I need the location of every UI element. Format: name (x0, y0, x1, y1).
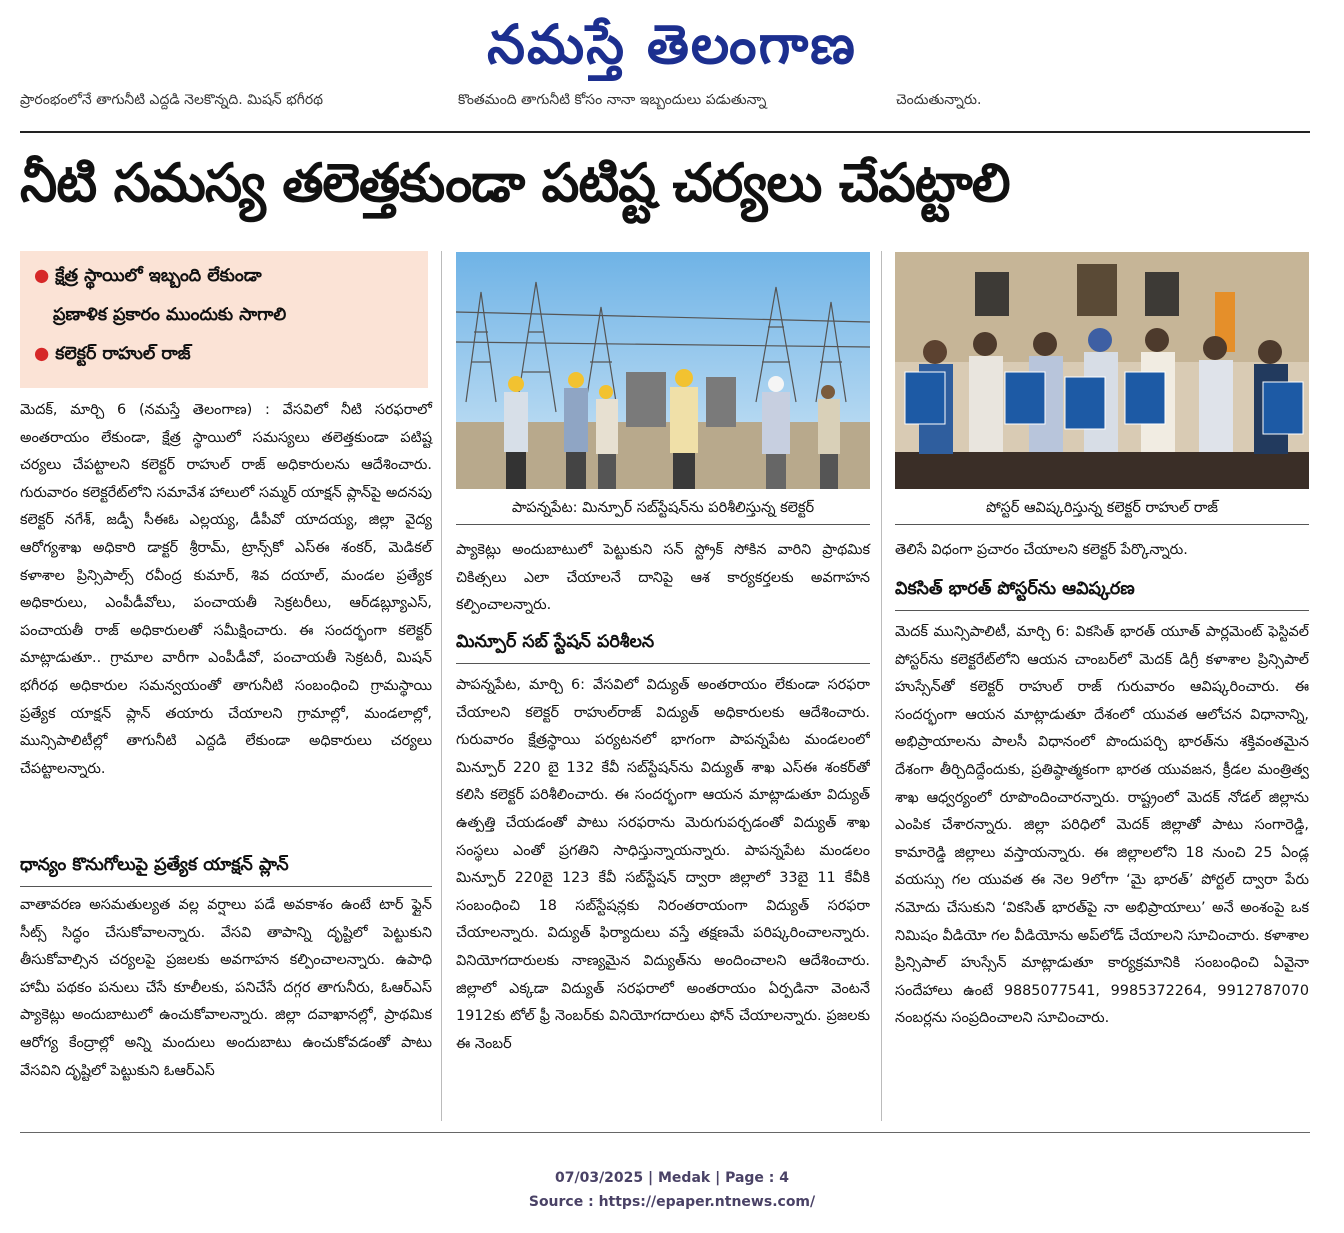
section-subhead: ధాన్యం కొనుగోలుపై ప్రత్యేక యాక్షన్ ప్లాన్ (20, 855, 289, 875)
photo-caption: పోస్టర్ ఆవిష్కరిస్తున్న కలెక్టర్ రాహుల్ రాజ్ (985, 500, 1219, 516)
highlight-text: క్షేత్ర స్థాయిలో ఇబ్బంది లేకుండా (55, 266, 262, 286)
article-paragraph: వాతావరణ అసమతుల్యత వల్ల వర్షాలు పడే అవకాశం ఉంటే టార్ ఫ్లైన్ సీట్స్ సిద్ధం చేసుకోవాలన్నారు. వేసవి తాపాన్ని దృష్టిలో పెట్టుకుని తీసుకోవాల్సిన చర్యలపై ప్రజలకు అవగాహన కల్పించాలన్నారు. ఉపాధి హామీ పథకం పనులు చేసే కూలీలకు, పనిచేసే దగ్గర తాగునీరు, ఓఆర్ఎస్ ప్యాకెట్లు అందుబాటులో ఉంచుకోవాలన్నారు. జిల్లా దవాఖానల్లో, ప్రాథమిక ఆరోగ్య కేంద్రాల్లో అన్ని మందులు అందుబాటు ఉంచుకోవడంతో పాటు వేసవిని దృష్టిలో పెట్టుకుని ఓఆర్ఎస్ (20, 897, 432, 1079)
article-headline: నీటి సమస్య తలెత్తకుండా పటిష్ట చర్యలు చేపట్టాలి (20, 153, 1010, 214)
column-divider (881, 251, 882, 1121)
subhead-rule (20, 886, 432, 887)
caption-rule (456, 524, 870, 525)
subhead-rule (456, 663, 870, 664)
top-snippet-1: ప్రారంభంలోనే తాగునీటి ఎద్దడి నెలకొన్నది. మిషన్ భగీరథ (20, 92, 324, 108)
poster-launch-image (895, 252, 1309, 489)
highlights-box (20, 251, 428, 388)
bullet-icon: ● (34, 266, 50, 286)
newspaper-masthead: నమస్తే తెలంగాణ (487, 12, 857, 76)
substation-inspection-image (456, 252, 870, 489)
footer-source-link[interactable]: Source : https://epaper.ntnews.com/ (528, 1194, 816, 1210)
top-snippet-3: చెందుతున్నారు. (896, 92, 982, 108)
column-3-body (895, 537, 1309, 565)
article-paragraph: పాపన్నపేట, మార్చి 6: వేసవిలో విద్యుత్ అంతరాయం లేకుండా సరఫరా చేయాలని కలెక్టర్ రాహుల్‌రాజ్ విద్యుత్ అధికారులకు ఆదేశించారు. గురువారం క్షేత్రస్థాయి పర్యటనలో భాగంగా పాపన్నపేట మండలంలో మిన్పూర్ 220 బై 132 కేవీ సబ్‌స్టేషన్‌ను విద్యుత్ శాఖ ఎస్ఈ శంకర్‌తో కలిసి కలెక్టర్ పరిశీలించారు. ఈ సందర్భంగా ఆయన మాట్లాడుతూ విద్యుత్ ఉత్పత్తి చేయడంతో పాటు సరఫరాను మెరుగుపర్చడంతో విద్యుత్ శాఖ సంస్థలు ఎంతో ప్రగతిని సాధిస్తున్నాయన్నారు. పాపన్నపేట మండలం మిన్పూర్ 220బై 123 కేవీ సబ్‌స్టేషన్ ద్వారా జిల్లాలో 33బై 11 కేవీకి సంబంధించి 18 సబ్‌స్టేషన్లకు నిరంతరాయంగా విద్యుత్ సరఫరా చేయాలన్నారు. విద్యుత్ ఫిర్యాదులు వస్తే తక్షణమే పరిష్కరించాలన్నారు. వినియోగదారులకు నాణ్యమైన విద్యుత్‌ను అందించాలని ఆదేశించారు. జిల్లాలో ఎక్కడా విద్యుత్ సరఫరాలో అంతరాయం ఏర్పడినా వెంటనే 1912కు టోల్ ఫ్రీ నెంబర్‌కు వినియోగదారులు ఫోన్ చేయాలన్నారు. ప్రజలకు ఈ నెంబర్ (456, 677, 870, 1052)
column-divider (441, 251, 442, 1121)
section-subhead: వికసిత్ భారత్ పోస్టర్‌ను ఆవిష్కరణ (895, 579, 1135, 599)
article-paragraph: ప్యాకెట్లు అందుబాటులో పెట్టుకుని సన్ స్ట్రోక్ సోకిన వారిని ప్రాథమిక చికిత్సలు ఎలా చేయాలనే దానిపై ఆశ కార్యకర్తలకు అవగాహన కల్పించాలన్నారు. (456, 542, 870, 614)
article-paragraph: మెదక్, మార్చి 6 (నమస్తే తెలంగాణ) : వేసవిలో నీటి సరఫరాలో అంతరాయం లేకుండా, క్షేత్ర స్థాయిలో సమస్యలు తలెత్తకుండా పటిష్ట చర్యలు చేపట్టాలని కలెక్టర్ రాహుల్ రాజ్ అధికారులను ఆదేశించారు. గురువారం కలెక్టరేట్‌లోని సమావేశ హాలులో సమ్మర్ యాక్షన్ ప్లాన్‌పై అదనపు కలెక్టర్ నగేశ్, జడ్పీ సీఈఓ ఎల్లయ్య, డీపీవో యాదయ్య, జిల్లా వైద్య ఆరోగ్యశాఖ అధికారి డాక్టర్ శ్రీరామ్, ట్రాన్స్‌కో ఎస్ఈ శంకర్, మెడికల్ కళాశాల ప్రిన్సిపాల్స్ రవీంద్ర కుమార్, శివ దయాల్, మండల ప్రత్యేక అధికారులు, ఎంపీడీవోలు, పంచాయతీ సెక్రటరీలు, ఆర్‌డబ్ల్యూఎస్, పంచాయతీ రాజ్ అధికారులతో సమీక్షించారు. ఈ సందర్భంగా కలెక్టర్ మాట్లాడుతూ.. గ్రామాల వారీగా ఎంపీడీవో, పంచాయతీ సెక్రటరీ, మిషన్ భగీరథ అధికారుల సమన్వయంతో తాగునీటి సంబంధించి గ్రామస్థాయి ప్రత్యేక యాక్షన్ ప్లాన్ తయారు చేయాలని గ్రామాల్లో, మండలాల్లో, మున్సిపాలిటీల్లో తాగునీటి ఎద్దడి లేకుండా అధికారులు చర్యలు చేపట్టాలన్నారు. (20, 402, 432, 777)
footer-date-edition: 07/03/2025 | Medak | Page : 4 (554, 1170, 790, 1186)
photo-caption: పాపన్నపేట: మిన్పూర్ సబ్‌స్టేషన్‌ను పరిశీలిస్తున్న కలెక్టర్ (511, 500, 815, 516)
page-bottom-rule (20, 1132, 1310, 1133)
top-snippet-2: కొంతమంది తాగునీటి కోసం నానా ఇబ్బందులు పడుతున్నా (458, 92, 767, 108)
substation-photo (456, 252, 870, 489)
poster-launch-photo (895, 252, 1309, 489)
section-subhead: మిన్పూర్ సబ్ స్టేషన్ పరిశీలన (456, 632, 655, 652)
article-paragraph: తెలిసే విధంగా ప్రచారం చేయాలని కలెక్టర్ పేర్కొన్నారు. (895, 542, 1188, 558)
highlight-item-continued: ప్రణాళిక ప్రకారం ముందుకు సాగాలి (53, 305, 287, 325)
highlight-item (20, 257, 428, 296)
bullet-icon: ● (34, 344, 50, 364)
column-2-body (456, 537, 870, 620)
column-2-body-2 (456, 672, 870, 1122)
headline-top-rule (20, 131, 1310, 133)
column-1-body-2 (20, 892, 432, 1122)
column-1-body (20, 397, 432, 783)
article-paragraph: మెదక్ మున్సిపాలిటీ, మార్చి 6: వికసిత్ భారత్ యూత్ పార్లమెంట్ ఫెస్టివల్ పోస్టర్‌ను కలెక్టరేట్‌లోని ఆయన చాంబర్‌లో మెదక్ డిగ్రీ కళాశాల ప్రిన్సిపాల్ హుస్సేన్‌తో కలెక్టర్ రాహుల్ రాజ్ గురువారం ఆవిష్కరించారు. ఈ సందర్భంగా ఆయన మాట్లాడుతూ దేశంలో యువత ఆలోచన విధానాన్ని, అభిప్రాయాలను పాలసీ విధానంలో పొందుపర్చి భారత్‌ను శక్తివంతమైన దేశంగా తీర్చిదిద్దేందుకు, ప్రతిష్ఠాత్మకంగా భారత యువజన, క్రీడల మంత్రిత్వ శాఖ ఆధ్వర్యంలో రూపొందించారన్నారు. రాష్ట్రంలో మెదక్ నోడల్ జిల్లాను ఎంపిక చేశారన్నారు. జిల్లా పరిధిలో మెదక్ జిల్లాతో పాటు సంగారెడ్డి, కామారెడ్డి జిల్లాలు వస్తాయన్నారు. ఈ జిల్లాలలోని 18 నుంచి 25 ఏండ్ల వయస్సు గల యువత ఈ నెల 9లోగా ‘మై భారత్’ పోర్టల్ ద్వారా పేరు నమోదు చేసుకుని ‘వికసిత్ భారత్‌పై నా అభిప్రాయాలు’ అనే అంశంపై ఒక నిమిషం వీడియో గల వీడియోను అప్‌లోడ్ చేయాలని సూచించారు. కళాశాల ప్రిన్సిపాల్ హుస్సేన్ మాట్లాడుతూ కార్యక్రమానికి సంబంధించి ఏవైనా సందేహాలు ఉంటే 9885077541, 9985372264, 9912787070 నంబర్లను సంప్రదించాలని సూచించారు. (895, 624, 1309, 1027)
caption-rule (895, 524, 1309, 525)
highlight-text: కలెక్టర్ రాహుల్ రాజ్ (55, 344, 191, 364)
highlight-item (20, 335, 428, 374)
subhead-rule (895, 610, 1309, 611)
column-3-body-2 (895, 619, 1309, 1121)
